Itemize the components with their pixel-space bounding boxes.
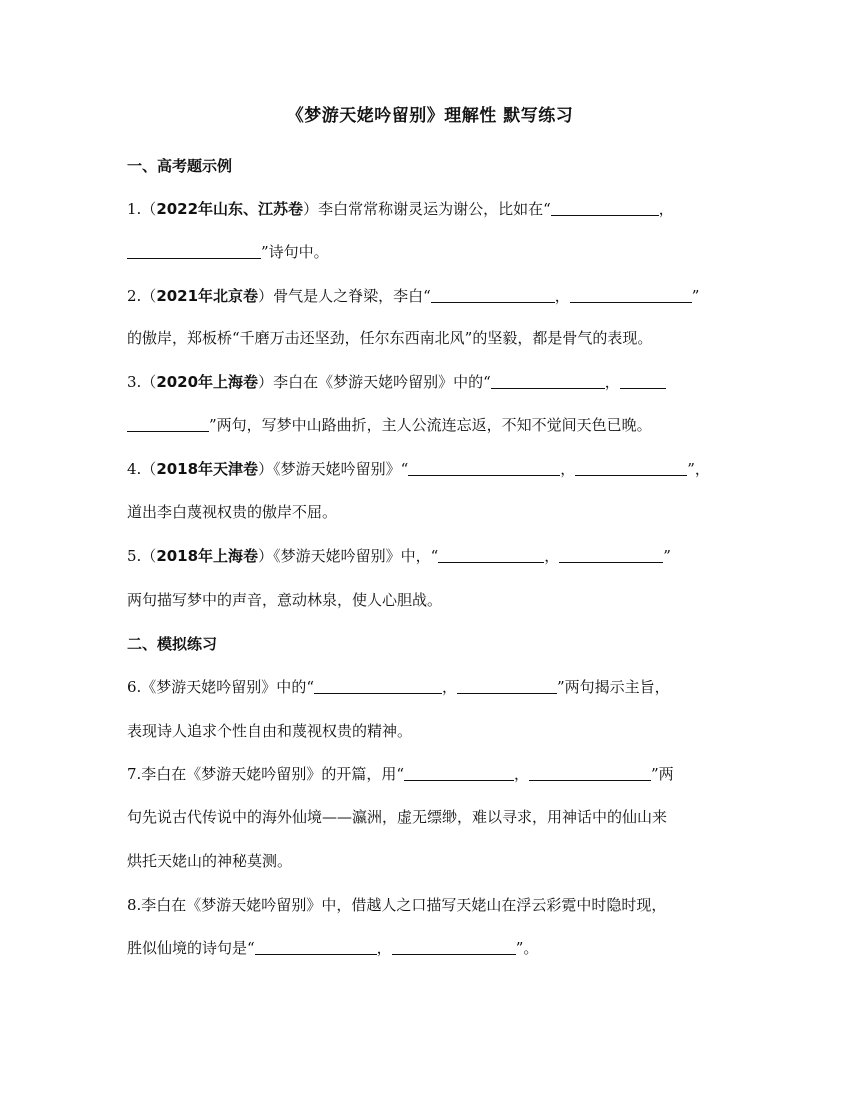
- question-7-line-3: 烘托天姥山的神秘莫测。: [127, 852, 293, 870]
- question-6-line-2: 表现诗人追求个性自由和蔑视权贵的精神。: [127, 722, 413, 740]
- answer-blank[interactable]: [529, 765, 651, 781]
- answer-blank[interactable]: [314, 678, 442, 694]
- section-heading-2: 二、模拟练习: [127, 635, 218, 653]
- answer-blank[interactable]: [575, 460, 687, 476]
- answer-blank[interactable]: [127, 243, 261, 259]
- question-1-line-1: 1.（2022年山东、江苏卷）李白常常称谢灵运为谢公，比如在“ ，: [127, 200, 674, 218]
- question-3-source: 2020年上海卷: [156, 373, 259, 391]
- answer-blank[interactable]: [491, 373, 605, 389]
- question-4-line-2: 道出李白蔑视权贵的傲岸不屈。: [127, 503, 338, 521]
- section-heading-1: 一、高考题示例: [127, 157, 233, 175]
- question-3-line-2: ”两句，写梦中山路曲折，主人公流连忘返，不知不觉间天色已晚。: [127, 414, 750, 436]
- question-7-line-2: 句先说古代传说中的海外仙境——瀛洲，虚无缥缈，难以寻求，用神话中的仙山来: [127, 808, 668, 826]
- answer-blank[interactable]: [457, 678, 557, 694]
- answer-blank[interactable]: [127, 416, 209, 432]
- question-6-line-1: 6.《梦游天姥吟留别》中的“ ， ”两句揭示主旨，: [127, 678, 670, 696]
- question-4-source: 2018年天津卷: [156, 460, 259, 478]
- answer-blank[interactable]: [559, 547, 663, 563]
- question-4-line-1: 4.（2018年天津卷）《梦游天姥吟留别》“ ， ”，: [127, 460, 710, 478]
- page-title: 《梦游天姥吟留别》理解性 默写练习: [286, 106, 574, 126]
- answer-blank[interactable]: [408, 460, 560, 476]
- answer-blank[interactable]: [255, 939, 377, 955]
- question-5-source: 2018年上海卷: [156, 547, 259, 565]
- answer-blank[interactable]: [551, 200, 659, 216]
- answer-blank[interactable]: [392, 939, 516, 955]
- answer-blank[interactable]: [620, 373, 666, 389]
- question-2-source: 2021年北京卷: [156, 287, 259, 305]
- question-3-line-1: 3.（2020年上海卷）李白在《梦游天姥吟留别》中的“ ，: [127, 371, 750, 393]
- question-1-line-2: ”诗句中。: [127, 241, 750, 263]
- question-7-line-1: 7.李白在《梦游天姥吟留别》的开篇，用“ ， ”两: [127, 765, 674, 783]
- answer-blank[interactable]: [570, 287, 692, 303]
- question-2-line-1: 2.（2021年北京卷）骨气是人之脊梁，李白“ ， ”: [127, 287, 700, 305]
- answer-blank[interactable]: [438, 547, 544, 563]
- question-1-source: 2022年山东、江苏卷: [156, 200, 304, 218]
- question-8-line-2: 胜似仙境的诗句是“ ， ”。: [127, 939, 539, 957]
- question-5-line-2: 两句描写梦中的声音，意动林泉，使人心胆战。: [127, 591, 443, 609]
- question-2-line-2: 的傲岸，郑板桥“千磨万击还坚劲，任尔东西南北风”的坚毅，都是骨气的表现。: [127, 329, 653, 347]
- answer-blank[interactable]: [404, 765, 514, 781]
- question-5-line-1: 5.（2018年上海卷）《梦游天姥吟留别》中，“ ， ”: [127, 547, 671, 565]
- question-8-line-1: 8.李白在《梦游天姥吟留别》中，借越人之口描写天姥山在浮云彩霓中时隐时现，: [127, 896, 667, 914]
- answer-blank[interactable]: [431, 287, 555, 303]
